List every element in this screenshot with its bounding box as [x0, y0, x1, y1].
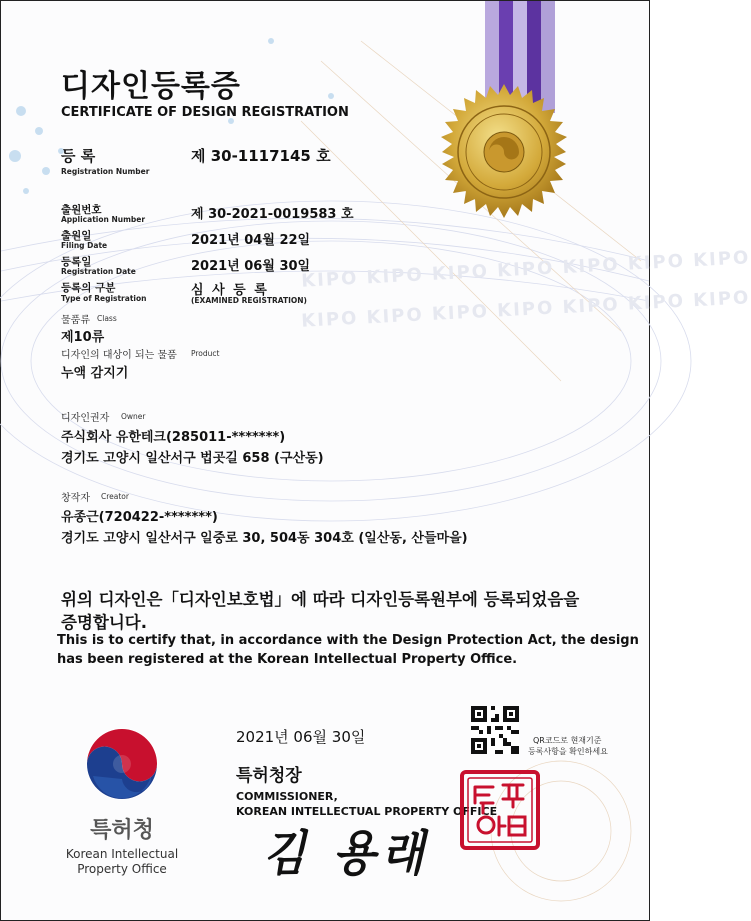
statement-ko-line-2: 증명합니다.	[61, 613, 147, 632]
creator-label: 창작자	[61, 493, 90, 504]
registration-number: 제 30-1117145 호	[191, 147, 331, 165]
commissioner-title-en-2: KOREAN INTELLECTUAL PROPERTY OFFICE	[236, 805, 498, 818]
registration-label: 등 록	[61, 147, 96, 165]
registration-label-en: Registration Number	[61, 167, 150, 176]
reg-date-label-en: Registration Date	[61, 267, 136, 276]
creator-label-en: Creator	[101, 492, 129, 501]
issue-date: 2021년 06월 30일	[236, 728, 366, 746]
qr-caption-2: 등록사항을 확인하세요	[528, 747, 608, 756]
product-label-en: Product	[191, 349, 220, 358]
commissioner-title-ko: 특허청장	[236, 766, 302, 786]
reg-type-value: 심 사 등 록	[191, 283, 269, 298]
filing-date: 2021년 04월 22일	[191, 233, 311, 248]
watermark-line: KIPO KIPO KIPO KIPO KIPO KIPO KIPO	[300, 287, 751, 332]
owner-label: 디자인권자	[61, 413, 110, 424]
reg-type-value-en: (EXAMINED REGISTRATION)	[191, 296, 307, 305]
owner-name: 주식회사 유한테크(285011-*******)	[61, 430, 286, 445]
application-number: 제 30-2021-0019583 호	[191, 207, 354, 222]
reg-type-label-en: Type of Registration	[61, 294, 147, 303]
statement-ko-line-1: 위의 디자인은「디자인보호법」에 따라 디자인등록원부에 등록되었음을	[61, 590, 580, 609]
qr-code-icon[interactable]	[471, 706, 519, 754]
commissioner-signature: 김 용래	[263, 825, 430, 882]
creator-address: 경기도 고양시 일산서구 일중로 30, 504동 304호 (일산동, 산들마을)	[61, 531, 468, 546]
application-label-en: Application Number	[61, 215, 146, 224]
class-label: 물품류	[61, 315, 90, 326]
statement-en-line-1: This is to certify that, in accordance with the Design Protection Act, the design	[57, 633, 639, 648]
commissioner-title-en-1: COMMISSIONER,	[236, 790, 338, 803]
filing-label: 출원일	[61, 230, 92, 242]
kipo-logo-icon	[81, 723, 163, 805]
product-label: 디자인의 대상이 되는 물품	[61, 350, 177, 361]
watermark-line: KIPO KIPO KIPO KIPO KIPO KIPO KIPO	[300, 247, 751, 292]
kipo-name-en-1: Korean Intellectual	[65, 847, 179, 861]
registration-date: 2021년 06월 30일	[191, 259, 311, 274]
reg-type-label: 등록의 구분	[61, 282, 116, 294]
class-value: 제10류	[61, 330, 105, 345]
gold-seal-icon	[429, 77, 579, 227]
official-red-seal-icon	[459, 769, 541, 851]
kipo-name-en-2: Property Office	[77, 862, 167, 876]
creator-name: 유종근(720422-*******)	[61, 510, 218, 525]
kipo-name-ko: 특허청	[90, 818, 154, 843]
certificate-subtitle: CERTIFICATE OF DESIGN REGISTRATION	[61, 105, 349, 120]
class-label-en: Class	[97, 314, 117, 323]
certificate-title: 디자인등록증	[61, 69, 241, 104]
filing-label-en: Filing Date	[61, 241, 108, 250]
reg-date-label: 등록일	[61, 256, 92, 268]
statement-en-line-2: has been registered at the Korean Intellectual Property Office.	[57, 652, 518, 667]
product-value: 누액 감지기	[61, 366, 129, 381]
application-label: 출원번호	[61, 204, 102, 216]
owner-address: 경기도 고양시 일산서구 법곳길 658 (구산동)	[61, 451, 324, 466]
qr-caption-1: QR코드로 현재기준	[533, 736, 602, 745]
owner-label-en: Owner	[121, 412, 146, 421]
